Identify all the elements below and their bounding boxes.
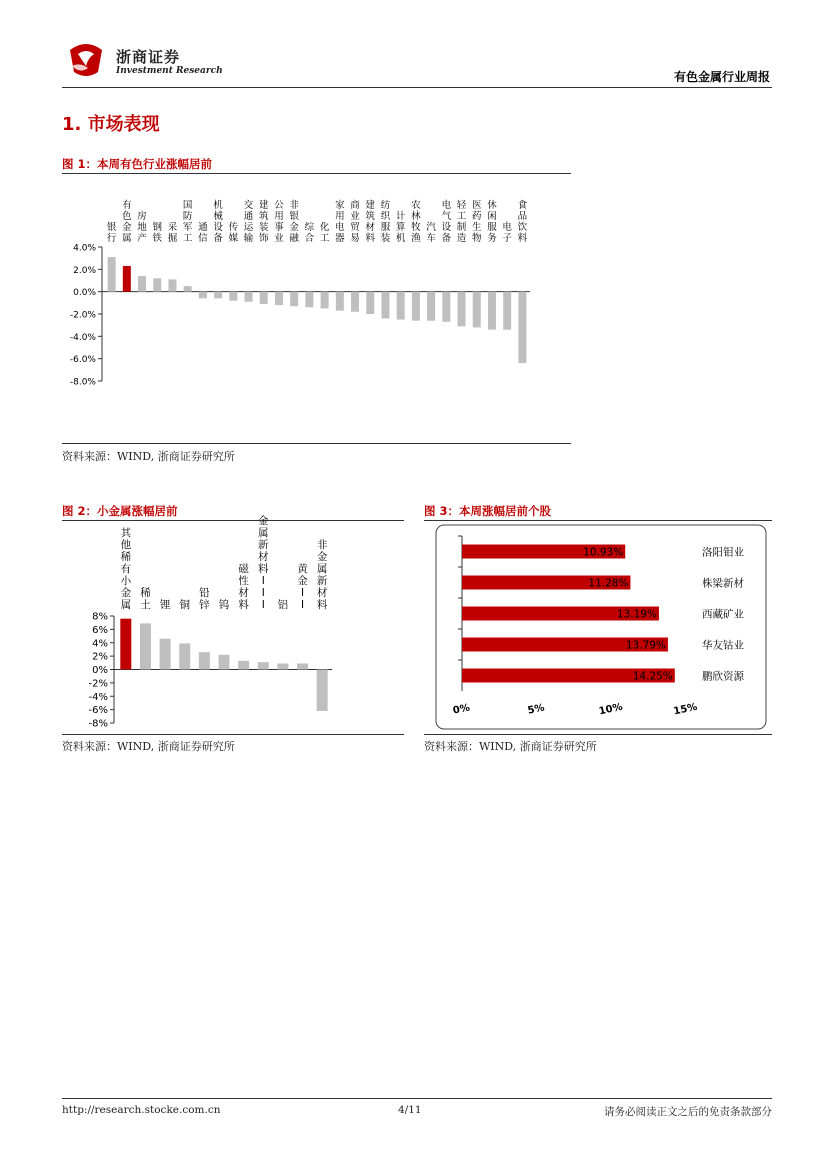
fig1-bar: [123, 266, 131, 292]
fig1-category-label: 休闲服务: [487, 200, 497, 244]
fig1-category-label: 有色金属: [122, 200, 132, 244]
fig2-bar: [258, 662, 269, 669]
footer-rule: [62, 1098, 772, 1099]
fig2-y-tick-label: 2%: [92, 651, 108, 663]
fig3-x-tick-label: 15%: [672, 701, 699, 718]
figure3-source: 资料来源：WIND, 浙商证券研究所: [424, 740, 597, 753]
footer-disclaimer: 请务必阅读正文之后的免责条款部分: [604, 1106, 772, 1118]
fig2-bar: [160, 639, 171, 670]
fig1-bar: [290, 292, 298, 307]
fig2-y-tick-label: 4%: [92, 638, 108, 650]
page-number: 4/11: [398, 1104, 422, 1116]
fig2-category-label: 锂: [159, 599, 171, 611]
figure1-top-rule: [62, 173, 571, 174]
figure3-bottom-rule: [424, 734, 772, 735]
fig1-category-label: 医药生物: [471, 200, 482, 244]
fig1-category-label: 机械设备: [213, 200, 223, 244]
fig2-y-tick-label: -2%: [88, 678, 108, 690]
figure3-chart: [424, 521, 772, 733]
fig3-x-tick-label: 0%: [452, 702, 471, 717]
fig2-bar: [317, 670, 328, 711]
fig2-bar: [277, 663, 288, 669]
fig2-bar: [238, 661, 249, 670]
company-logo-icon: [66, 42, 106, 78]
fig2-bar: [297, 663, 308, 669]
fig3-value-label: 13.19%: [616, 608, 657, 621]
figure1-chart: [62, 196, 571, 392]
report-type: 有色金属行业周报: [673, 70, 770, 84]
fig1-bar: [488, 292, 496, 330]
fig3-category-label: 鹏欣资源: [702, 670, 744, 683]
fig2-category-label: 铅锌: [199, 587, 210, 611]
page-header: [62, 38, 772, 88]
fig2-category-label: 金属新材料 I I I: [258, 515, 269, 611]
figure1-title: 图 1：本周有色行业涨幅居前: [62, 157, 213, 171]
fig1-bar: [275, 292, 283, 305]
fig1-category-label: 公用事业: [274, 200, 284, 244]
fig1-bar: [381, 292, 389, 319]
fig1-bar: [473, 292, 481, 328]
fig2-category-label: 铝: [277, 599, 289, 611]
fig2-y-tick-label: 0%: [92, 665, 108, 676]
figure1-source: 资料来源：WIND, 浙商证券研究所: [62, 450, 235, 463]
fig1-bar: [108, 257, 116, 292]
fig3-value-label: 11.28%: [588, 577, 629, 590]
fig1-category-label: 商业贸易: [350, 200, 360, 244]
fig1-bar: [245, 292, 253, 302]
fig1-bar: [518, 292, 526, 363]
fig2-category-label: 稀土: [140, 587, 151, 611]
fig1-category-label: 银行: [106, 222, 117, 244]
company-name-cn: 浙商证券: [116, 48, 181, 66]
fig1-category-label: 电子: [502, 222, 512, 244]
fig1-category-label: 家用电器: [335, 200, 345, 244]
fig1-bar: [214, 292, 222, 299]
fig1-category-label: 纺织服装: [380, 200, 391, 244]
section-title: 1. 市场表现: [62, 114, 160, 135]
fig1-bar: [305, 292, 313, 308]
fig1-category-label: 电气设备: [441, 200, 452, 244]
fig1-bar: [336, 292, 344, 311]
fig1-y-tick-label: -2.0%: [69, 310, 96, 321]
fig1-category-label: 非银金融: [289, 200, 299, 244]
fig2-y-tick-label: -6%: [88, 705, 108, 717]
company-name-en: Investment Research: [116, 66, 223, 76]
fig1-y-tick-label: -8.0%: [69, 377, 96, 388]
fig1-bar: [260, 292, 268, 304]
fig2-bar: [179, 643, 190, 669]
figure2-top-rule: [62, 520, 404, 521]
fig1-bar: [442, 292, 450, 322]
fig2-y-tick-label: -8%: [88, 718, 108, 730]
fig1-category-label: 钢铁: [152, 222, 163, 244]
fig1-category-label: 农林牧渔: [411, 200, 421, 244]
fig1-bar: [351, 292, 359, 312]
fig1-category-label: 建筑材料: [365, 200, 376, 244]
fig3-category-label: 西藏矿业: [702, 608, 744, 621]
figure2-chart: [62, 515, 404, 732]
fig1-bar: [184, 286, 192, 292]
fig1-category-label: 食品饮料: [517, 200, 528, 244]
fig1-category-label: 建筑装饰: [258, 200, 269, 244]
fig2-category-label: 其他稀有小金属: [120, 527, 132, 611]
fig1-bar: [229, 292, 237, 301]
fig1-bar: [321, 292, 329, 309]
fig1-category-label: 汽车: [426, 222, 436, 244]
fig1-y-tick-label: 4.0%: [73, 243, 96, 254]
fig1-category-label: 房地产: [137, 211, 147, 244]
fig3-category-label: 洛阳钼业: [702, 546, 744, 559]
fig1-bar: [427, 292, 435, 321]
fig2-y-tick-label: 8%: [92, 611, 108, 623]
fig1-bar: [153, 278, 161, 291]
fig1-category-label: 化工: [319, 222, 330, 244]
fig2-category-label: 黄金 I I: [297, 563, 308, 611]
fig2-category-label: 非金属新材料: [316, 539, 328, 611]
fig1-category-label: 采掘: [167, 222, 178, 244]
fig3-value-label: 10.93%: [583, 546, 624, 559]
fig1-category-label: 计算机: [395, 211, 406, 244]
fig3-category-label: 株梁新材: [702, 577, 744, 590]
fig2-category-label: 磁性材料: [238, 563, 249, 611]
fig1-bar: [412, 292, 420, 321]
fig1-bar: [366, 292, 374, 314]
fig2-category-label: 钨: [218, 599, 230, 611]
fig1-y-tick-label: -6.0%: [69, 355, 96, 366]
fig2-bar: [140, 623, 151, 669]
fig1-bar: [458, 292, 466, 327]
fig1-category-label: 传媒: [228, 222, 239, 244]
fig1-category-label: 通信: [198, 222, 208, 244]
fig1-bar: [397, 292, 405, 320]
fig3-x-tick-label: 10%: [597, 701, 624, 718]
fig1-category-label: 综合: [304, 222, 315, 244]
fig2-category-label: 铜: [179, 599, 190, 611]
fig1-y-tick-label: 2.0%: [73, 265, 96, 276]
fig1-y-tick-label: 0.0%: [73, 288, 96, 299]
figure3-title: 图 3：本周涨幅居前个股: [424, 504, 552, 518]
fig2-y-tick-label: -4%: [88, 691, 108, 703]
figure2-bottom-rule: [62, 734, 404, 735]
figure1-bottom-rule: [62, 443, 571, 444]
fig2-bar: [120, 619, 131, 670]
fig1-bar: [168, 279, 176, 291]
fig2-bar: [199, 652, 210, 669]
fig3-value-label: 13.79%: [625, 639, 666, 652]
fig3-value-label: 14.25%: [632, 670, 673, 683]
footer-url[interactable]: http://research.stocke.com.cn: [62, 1104, 221, 1116]
figure2-title: 图 2：小金属涨幅居前: [62, 504, 178, 518]
fig1-bar: [138, 276, 146, 292]
fig1-category-label: 国防军工: [182, 200, 193, 244]
figure2-source: 资料来源：WIND, 浙商证券研究所: [62, 740, 235, 753]
fig3-category-label: 华友钴业: [702, 639, 744, 652]
fig1-category-label: 交通运输: [243, 200, 254, 244]
fig1-category-label: 轻工制造: [456, 200, 467, 244]
fig2-y-tick-label: 6%: [92, 624, 108, 636]
fig1-bar: [503, 292, 511, 330]
fig1-bar: [199, 292, 207, 299]
fig2-bar: [219, 655, 230, 670]
fig1-y-tick-label: -4.0%: [69, 332, 96, 343]
fig3-x-tick-label: 5%: [526, 702, 546, 717]
